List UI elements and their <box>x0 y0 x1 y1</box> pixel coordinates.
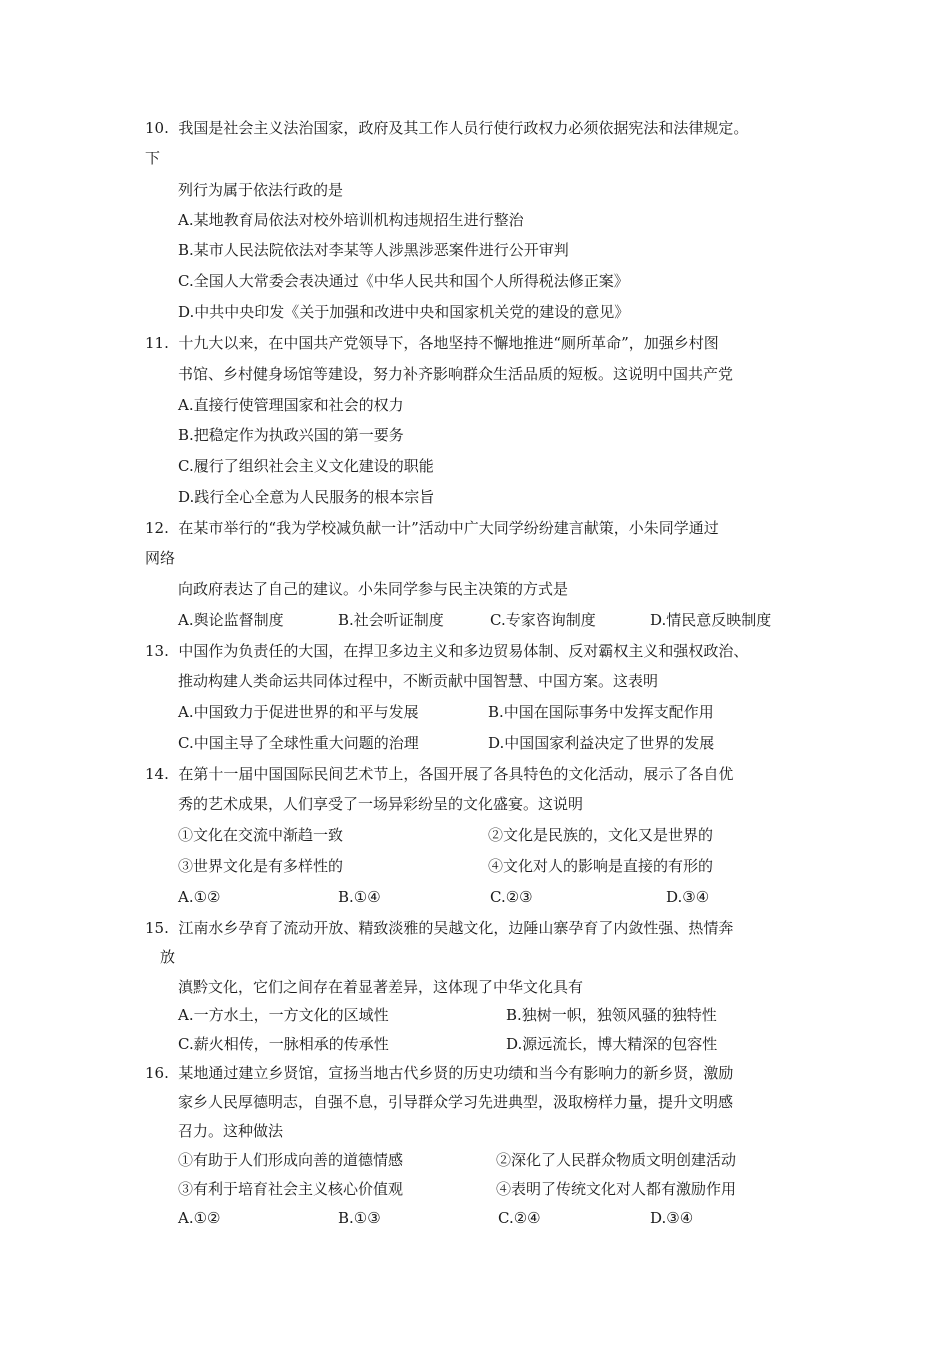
option-a[interactable]: A.直接行使管理国家和社会的权力 <box>178 396 404 414</box>
statement-2: ②深化了人民群众物质文明创建活动 <box>496 1151 737 1169</box>
question-10-stem-line-3: 列行为属于依法行政的是 <box>178 181 344 199</box>
question-number: 13. <box>145 642 169 660</box>
option-b[interactable]: B.独树一帜，独领风骚的独特性 <box>506 1006 717 1024</box>
option-a[interactable]: A.一方水土，一方文化的区域性 <box>178 1006 389 1024</box>
question-14-stem-line-1 <box>145 764 733 784</box>
question-number: 15. <box>145 919 169 937</box>
statement-1: ①有助于人们形成向善的道德情感 <box>178 1151 404 1169</box>
question-text: 我国是社会主义法治国家，政府及其工作人员行使行政权力必须依据宪法和法律规定。 <box>178 119 749 137</box>
question-text: 江南水乡孕育了流动开放、精致淡雅的吴越文化，边陲山寨孕育了内敛性强、热情奔 <box>178 919 734 937</box>
question-16-stem-line-1 <box>145 1063 733 1083</box>
question-13-stem-line-1 <box>145 641 748 661</box>
option-c[interactable]: C.中国主导了全球性重大问题的治理 <box>178 734 419 752</box>
question-number: 12. <box>145 519 169 537</box>
option-c[interactable]: C.专家咨询制度 <box>490 611 596 629</box>
option-d[interactable]: D.源远流长，博大精深的包容性 <box>506 1035 718 1053</box>
option-b[interactable]: B.①④ <box>338 888 381 906</box>
question-text: 十九大以来，在中国共产党领导下，各地坚持不懈地推进“厕所革命”，加强乡村图 <box>178 334 719 352</box>
option-b[interactable]: B.①③ <box>338 1209 381 1227</box>
option-c[interactable]: C.全国人大常委会表决通过《中华人民共和国个人所得税法修正案》 <box>178 272 629 290</box>
option-a[interactable]: A.中国致力于促进世界的和平与发展 <box>178 703 419 721</box>
statement-4: ④表明了传统文化对人都有激励作用 <box>496 1180 737 1198</box>
question-text: 在某市举行的“我为学校减负献一计”活动中广大同学纷纷建言献策，小朱同学通过 <box>178 519 719 537</box>
question-number: 16. <box>145 1064 169 1082</box>
option-c[interactable]: C.②④ <box>498 1209 541 1227</box>
option-b[interactable]: B.中国在国际事务中发挥支配作用 <box>488 703 714 721</box>
option-b[interactable]: B.把稳定作为执政兴国的第一要务 <box>178 426 404 444</box>
question-text: 中国作为负责任的大国，在捍卫多边主义和多边贸易体制、反对霸权主义和强权政治、 <box>178 642 749 660</box>
statement-3: ③有利于培育社会主义核心价值观 <box>178 1180 404 1198</box>
option-c[interactable]: C.履行了组织社会主义文化建设的职能 <box>178 457 434 475</box>
option-b[interactable]: B.某市人民法院依法对李某等人涉黑涉恶案件进行公开审判 <box>178 241 569 259</box>
question-number: 11. <box>145 334 169 352</box>
option-a[interactable]: A.①② <box>178 1209 221 1227</box>
question-16-stem-line-2: 家乡人民厚德明志，自强不息，引导群众学习先进典型，汲取榜样力量，提升文明感 <box>178 1093 734 1111</box>
option-a[interactable]: A.①② <box>178 888 221 906</box>
question-13-stem-line-2: 推动构建人类命运共同体过程中，不断贡献中国智慧、中国方案。这表明 <box>178 672 659 690</box>
question-16-stem-line-3: 召力。这种做法 <box>178 1122 284 1140</box>
option-a[interactable]: A.某地教育局依法对校外培训机构违规招生进行整治 <box>178 211 524 229</box>
question-15-stem-line-3: 滇黔文化，它们之间存在着显著差异，这体现了中华文化具有 <box>178 978 584 996</box>
question-15-stem-line-2: 放 <box>160 948 176 966</box>
option-c[interactable]: C.薪火相传，一脉相承的传承性 <box>178 1035 389 1053</box>
option-d[interactable]: D.中国国家利益决定了世界的发展 <box>488 734 715 752</box>
option-d[interactable]: D.③④ <box>666 888 710 906</box>
option-d[interactable]: D.中共中央印发《关于加强和改进中央和国家机关党的建设的意见》 <box>178 303 630 321</box>
option-d[interactable]: D.③④ <box>650 1209 694 1227</box>
option-d[interactable]: D.践行全心全意为人民服务的根本宗旨 <box>178 488 435 506</box>
question-15-stem-line-1 <box>145 918 733 938</box>
question-12-stem-line-1 <box>145 518 719 538</box>
question-number: 14. <box>145 765 169 783</box>
question-10-stem-line-1 <box>145 118 748 138</box>
question-14-stem-line-2: 秀的艺术成果，人们享受了一场异彩纷呈的文化盛宴。这说明 <box>178 795 584 813</box>
option-d[interactable]: D.情民意反映制度 <box>650 611 772 629</box>
statement-2: ②文化是民族的，文化又是世界的 <box>488 826 714 844</box>
question-10-stem-line-2: 下 <box>145 149 161 167</box>
question-text: 某地通过建立乡贤馆，宣扬当地古代乡贤的历史功绩和当今有影响力的新乡贤，激励 <box>178 1064 734 1082</box>
question-11-stem-line-2: 书馆、乡村健身场馆等建设，努力补齐影响群众生活品质的短板。这说明中国共产党 <box>178 365 734 383</box>
question-11-stem-line-1 <box>145 333 719 353</box>
question-text: 在第十一届中国国际民间艺术节上，各国开展了各具特色的文化活动，展示了各自优 <box>178 765 734 783</box>
question-12-stem-line-3: 向政府表达了自己的建议。小朱同学参与民主决策的方式是 <box>178 580 569 598</box>
statement-4: ④文化对人的影响是直接的有形的 <box>488 857 714 875</box>
option-b[interactable]: B.社会听证制度 <box>338 611 444 629</box>
option-a[interactable]: A.舆论监督制度 <box>178 611 284 629</box>
option-c[interactable]: C.②③ <box>490 888 533 906</box>
question-number: 10. <box>145 119 169 137</box>
statement-1: ①文化在交流中渐趋一致 <box>178 826 344 844</box>
statement-3: ③世界文化是有多样性的 <box>178 857 344 875</box>
question-12-stem-line-2: 网络 <box>145 549 176 567</box>
